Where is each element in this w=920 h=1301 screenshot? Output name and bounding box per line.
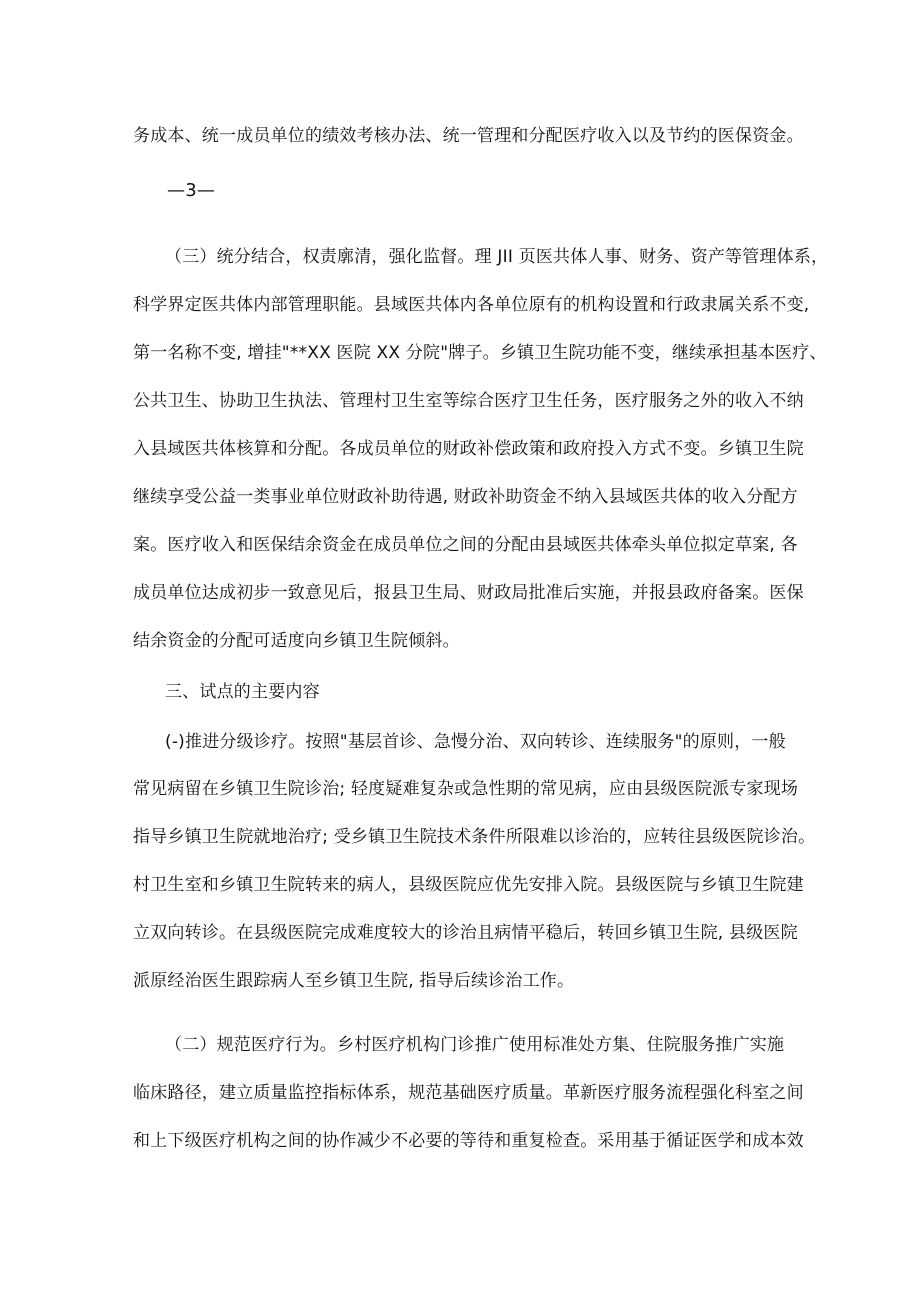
paragraph-line: 公共卫生、协助卫生执法、管理村卫生室等综合医疗卫生任务，医疗服务之外的收入不纳 <box>133 391 804 411</box>
paragraph-line: 入县域医共体核算和分配。各成员单位的财政补偿政策和政府投入方式不变。乡镇卫生院 <box>133 439 804 459</box>
paragraph-line: (-)推进分级诊疗。按照"基层首诊、急慢分治、双向转诊、连续服务"的原则，一般 <box>165 732 786 752</box>
paragraph-line: 继续享受公益一类事业单位财政补助待遇, 财政补助资金不纳入县域医共体的收入分配方 <box>133 487 798 507</box>
paragraph-line: 常见病留在乡镇卫生院诊治; 轻度疑难复杂或急性期的常见病，应由县级医院派专家现场 <box>133 779 799 799</box>
paragraph-line: 成员单位达成初步一致意见后，报县卫生局、财政局批准后实施，并报县政府备案。医保 <box>133 583 804 603</box>
paragraph-top-line: 务成本、统一成员单位的绩效考核办法、统一管理和分配医疗收入以及节约的医保资金。 <box>133 126 804 146</box>
page-number: —3— <box>167 180 216 201</box>
paragraph-line: 村卫生室和乡镇卫生院转来的病人，县级医院应优先安排入院。县级医院与乡镇卫生院建 <box>133 875 804 895</box>
paragraph-line: （三）统分结合，权责廓清，强化监督。理 JII 页医共体人事、财务、资产等管理体系， <box>165 247 829 267</box>
paragraph-line: 立双向转诊。在县级医院完成难度较大的诊治且病情平稳后，转回乡镇卫生院, 县级医院 <box>133 923 798 943</box>
paragraph-line: 案。医疗收入和医保结余资金在成员单位之间的分配由县域医共体牵头单位拟定草案, 各 <box>133 535 798 555</box>
paragraph-line: 科学界定医共体内部管理职能。县域医共体内各单位原有的机构设置和行政隶属关系不变, <box>133 295 810 315</box>
paragraph-line: 派原经治医生跟踪病人至乡镇卫生院, 指导后续诊治工作。 <box>133 971 575 991</box>
section-heading: 三、试点的主要内容 <box>165 682 320 702</box>
paragraph-line: 结余资金的分配可适度向乡镇卫生院倾斜。 <box>133 631 460 651</box>
paragraph-line: 指导乡镇卫生院就地治疗; 受乡镇卫生院技术条件所限难以诊治的，应转往县级医院诊治。 <box>133 827 816 847</box>
paragraph-line: 第一名称不变, 增挂"**XX 医院 XX 分院"牌子。乡镇卫生院功能不变，继续承担基本医疗、 <box>133 343 827 363</box>
paragraph-line: （二）规范医疗行为。乡村医疗机构门诊推广使用标准处方集、住院服务推广实施 <box>165 1035 785 1055</box>
paragraph-line: 临床路径，建立质量监控指标体系，规范基础医疗质量。革新医疗服务流程强化科室之间 <box>133 1083 804 1103</box>
paragraph-line: 和上下级医疗机构之间的协作减少不必要的等待和重复检查。采用基于循证医学和成本效 <box>133 1131 804 1151</box>
